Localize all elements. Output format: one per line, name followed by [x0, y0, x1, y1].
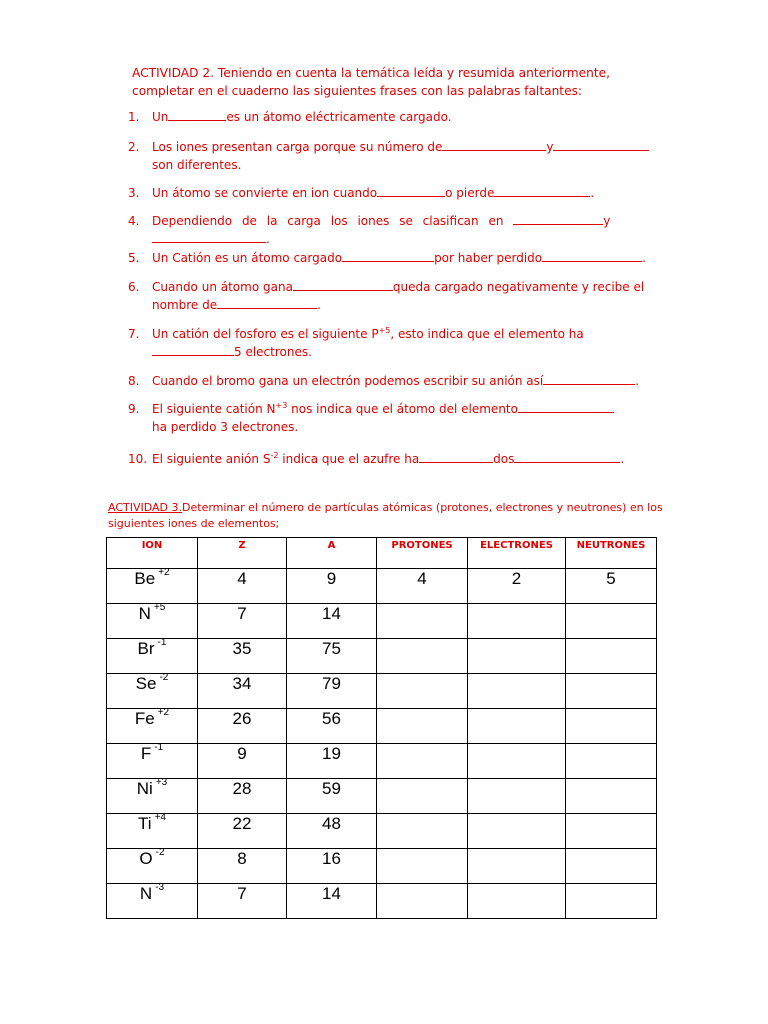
ion-symbol: Fe: [134, 709, 155, 728]
item-text: .: [590, 186, 595, 200]
activity3-instructions: [108, 500, 668, 532]
item-number: 9.: [128, 402, 140, 416]
item-text: Cuando el bromo gana un electrón podemos escribir su anión así: [152, 374, 544, 388]
table-row: [107, 814, 657, 849]
header-a: A: [287, 538, 377, 569]
item-text: Un catión del fosforo es el siguiente P: [152, 327, 379, 341]
ion-charge: -1: [157, 637, 167, 648]
a-cell: 56: [287, 709, 377, 744]
item-text: dos: [493, 452, 515, 466]
neutrones-cell[interactable]: [566, 639, 657, 674]
protones-cell[interactable]: 4: [377, 569, 468, 604]
ion-cell: [107, 814, 198, 849]
item-text: queda cargado negativamente y recibe el nombre de: [152, 280, 645, 312]
neutrones-cell[interactable]: [566, 674, 657, 709]
ion-charge: -3: [155, 882, 165, 893]
neutrones-cell[interactable]: [566, 884, 657, 919]
protones-cell[interactable]: [377, 849, 468, 884]
answer-blank[interactable]: [152, 343, 234, 356]
protones-cell[interactable]: [377, 814, 468, 849]
item-text: Los iones presentan carga porque su número de: [152, 140, 443, 154]
ion-symbol: O: [139, 849, 153, 868]
ion-symbol: Br: [137, 639, 155, 658]
z-cell: 35: [198, 639, 287, 674]
z-cell: 4: [198, 569, 287, 604]
item-text: nos indica que el átomo del elemento: [291, 402, 518, 416]
ion-charge: -2: [159, 672, 169, 683]
neutrones-cell[interactable]: [566, 604, 657, 639]
item-text: o pierde: [445, 186, 495, 200]
ions-table: [106, 537, 657, 919]
item-text: El siguiente anión S: [152, 452, 271, 466]
z-cell: 7: [198, 604, 287, 639]
a-cell: 48: [287, 814, 377, 849]
item-number: 7.: [128, 327, 140, 341]
header-neutrones: NEUTRONES: [566, 538, 657, 569]
protones-cell[interactable]: [377, 884, 468, 919]
answer-blank[interactable]: [152, 230, 266, 243]
item-number: 4.: [128, 214, 140, 228]
neutrones-cell[interactable]: 5: [566, 569, 657, 604]
table-row: [107, 779, 657, 814]
neutrones-cell[interactable]: [566, 709, 657, 744]
item-text: .: [620, 452, 625, 466]
answer-blank[interactable]: [377, 184, 445, 197]
activity3-label: ACTIVIDAD 3.: [108, 501, 183, 514]
item-text: Un átomo se convierte en ion cuando: [152, 186, 378, 200]
item-number: 6.: [128, 280, 140, 294]
ion-charge: -2: [155, 847, 165, 858]
ion-cell: [107, 604, 198, 639]
a-cell: 79: [287, 674, 377, 709]
electrones-cell[interactable]: [468, 639, 566, 674]
electrones-cell[interactable]: [468, 709, 566, 744]
a-cell: 14: [287, 604, 377, 639]
ion-symbol: Se: [135, 674, 157, 693]
answer-blank[interactable]: [342, 249, 434, 262]
answer-blank[interactable]: [293, 278, 393, 291]
electrones-cell[interactable]: 2: [468, 569, 566, 604]
item-text: .: [317, 298, 321, 312]
ion-cell: [107, 709, 198, 744]
item-text: , esto indica que el elemento ha: [390, 327, 584, 341]
charge-superscript: -2: [270, 451, 279, 460]
a-cell: 14: [287, 884, 377, 919]
answer-blank[interactable]: [518, 400, 614, 413]
z-cell: 7: [198, 884, 287, 919]
activity2-heading: ACTIVIDAD 2. Teniendo en cuenta la temática leída y resumida anteriormente, completar en el cuaderno las siguientes frases con las palabras faltantes:: [132, 66, 611, 98]
neutrones-cell[interactable]: [566, 779, 657, 814]
ion-charge: +4: [154, 812, 166, 823]
protones-cell[interactable]: [377, 709, 468, 744]
item-text: es un átomo eléctricamente cargado.: [226, 110, 452, 124]
protones-cell[interactable]: [377, 779, 468, 814]
charge-superscript: +5: [378, 326, 391, 335]
protones-cell[interactable]: [377, 744, 468, 779]
electrones-cell[interactable]: [468, 779, 566, 814]
table-row: [107, 744, 657, 779]
item-number: 1.: [128, 110, 140, 124]
charge-superscript: +3: [275, 401, 288, 410]
answer-blank[interactable]: [513, 212, 603, 225]
activity3-text: Determinar el número de partículas atómicas (protones, electrones y neutrones) en los siguientes iones de elementos;: [108, 501, 663, 530]
table-row: [107, 674, 657, 709]
z-cell: 28: [198, 779, 287, 814]
a-cell: 59: [287, 779, 377, 814]
z-cell: 22: [198, 814, 287, 849]
item-text: Cuando un átomo gana: [152, 280, 293, 294]
item-number: 5.: [128, 251, 140, 265]
a-cell: 16: [287, 849, 377, 884]
item-text: indica que el azufre ha: [282, 452, 420, 466]
item-text: por haber perdido: [434, 251, 543, 265]
ion-symbol: Ni: [136, 779, 153, 798]
ion-cell: [107, 569, 198, 604]
item-number: 2.: [128, 140, 140, 154]
table-header-row: [107, 538, 657, 569]
ion-charge: -1: [154, 742, 164, 753]
electrones-cell[interactable]: [468, 884, 566, 919]
neutrones-cell[interactable]: [566, 814, 657, 849]
table-row: [107, 569, 657, 604]
ion-cell: [107, 674, 198, 709]
ion-symbol: F: [140, 744, 152, 763]
item-text: y: [546, 140, 554, 154]
item-text: 5 electrones.: [234, 345, 312, 359]
ion-cell: [107, 744, 198, 779]
ion-cell: [107, 849, 198, 884]
ion-charge: +2: [157, 707, 170, 718]
ion-symbol: N: [138, 604, 151, 623]
item-text: .: [635, 374, 640, 388]
item-text: .: [642, 251, 646, 265]
answer-blank[interactable]: [168, 108, 226, 121]
a-cell: 75: [287, 639, 377, 674]
ion-charge: +5: [153, 602, 166, 613]
answer-blank[interactable]: [553, 138, 649, 151]
ion-charge: +3: [155, 777, 168, 788]
answer-blank[interactable]: [494, 184, 590, 197]
table-row: [107, 884, 657, 919]
table-row: [107, 604, 657, 639]
table-row: [107, 849, 657, 884]
answer-blank[interactable]: [543, 372, 635, 385]
item-number: 8.: [128, 374, 140, 388]
item-number: 10.: [128, 452, 148, 466]
item-text: Un Catión es un átomo cargado: [152, 251, 343, 265]
table-row: [107, 639, 657, 674]
ion-cell: [107, 884, 198, 919]
neutrones-cell[interactable]: [566, 744, 657, 779]
electrones-cell[interactable]: [468, 849, 566, 884]
ion-symbol: Be: [134, 569, 156, 588]
electrones-cell[interactable]: [468, 604, 566, 639]
protones-cell[interactable]: [377, 639, 468, 674]
answer-blank[interactable]: [217, 296, 317, 309]
item-text: .: [266, 232, 270, 246]
item-text: Un: [152, 110, 169, 124]
z-cell: 9: [198, 744, 287, 779]
electrones-cell[interactable]: [468, 674, 566, 709]
ion-charge: +2: [158, 567, 170, 578]
protones-cell[interactable]: [377, 674, 468, 709]
ion-symbol: N: [139, 884, 153, 903]
header-electrones: ELECTRONES: [468, 538, 566, 569]
a-cell: 9: [287, 569, 377, 604]
item-text: son diferentes.: [152, 158, 242, 172]
ion-cell: [107, 639, 198, 674]
neutrones-cell[interactable]: [566, 849, 657, 884]
item-text: Dependiendo de la carga los iones se clasifican en: [152, 214, 504, 228]
item-number: 3.: [128, 186, 140, 200]
item-text: El siguiente catión N: [152, 402, 276, 416]
header-z: Z: [198, 538, 287, 569]
z-cell: 26: [198, 709, 287, 744]
z-cell: 34: [198, 674, 287, 709]
answer-blank[interactable]: [514, 450, 620, 463]
ion-cell: [107, 779, 198, 814]
electrones-cell[interactable]: [468, 744, 566, 779]
ion-symbol: Ti: [138, 814, 152, 833]
answer-blank[interactable]: [442, 138, 546, 151]
header-protones: PROTONES: [377, 538, 468, 569]
header-ion: ION: [107, 538, 198, 569]
item-text: y: [603, 214, 611, 228]
table-row: [107, 709, 657, 744]
electrones-cell[interactable]: [468, 814, 566, 849]
answer-blank[interactable]: [419, 450, 493, 463]
z-cell: 8: [198, 849, 287, 884]
answer-blank[interactable]: [542, 249, 642, 262]
a-cell: 19: [287, 744, 377, 779]
item-text: ha perdido 3 electrones.: [152, 420, 299, 434]
protones-cell[interactable]: [377, 604, 468, 639]
